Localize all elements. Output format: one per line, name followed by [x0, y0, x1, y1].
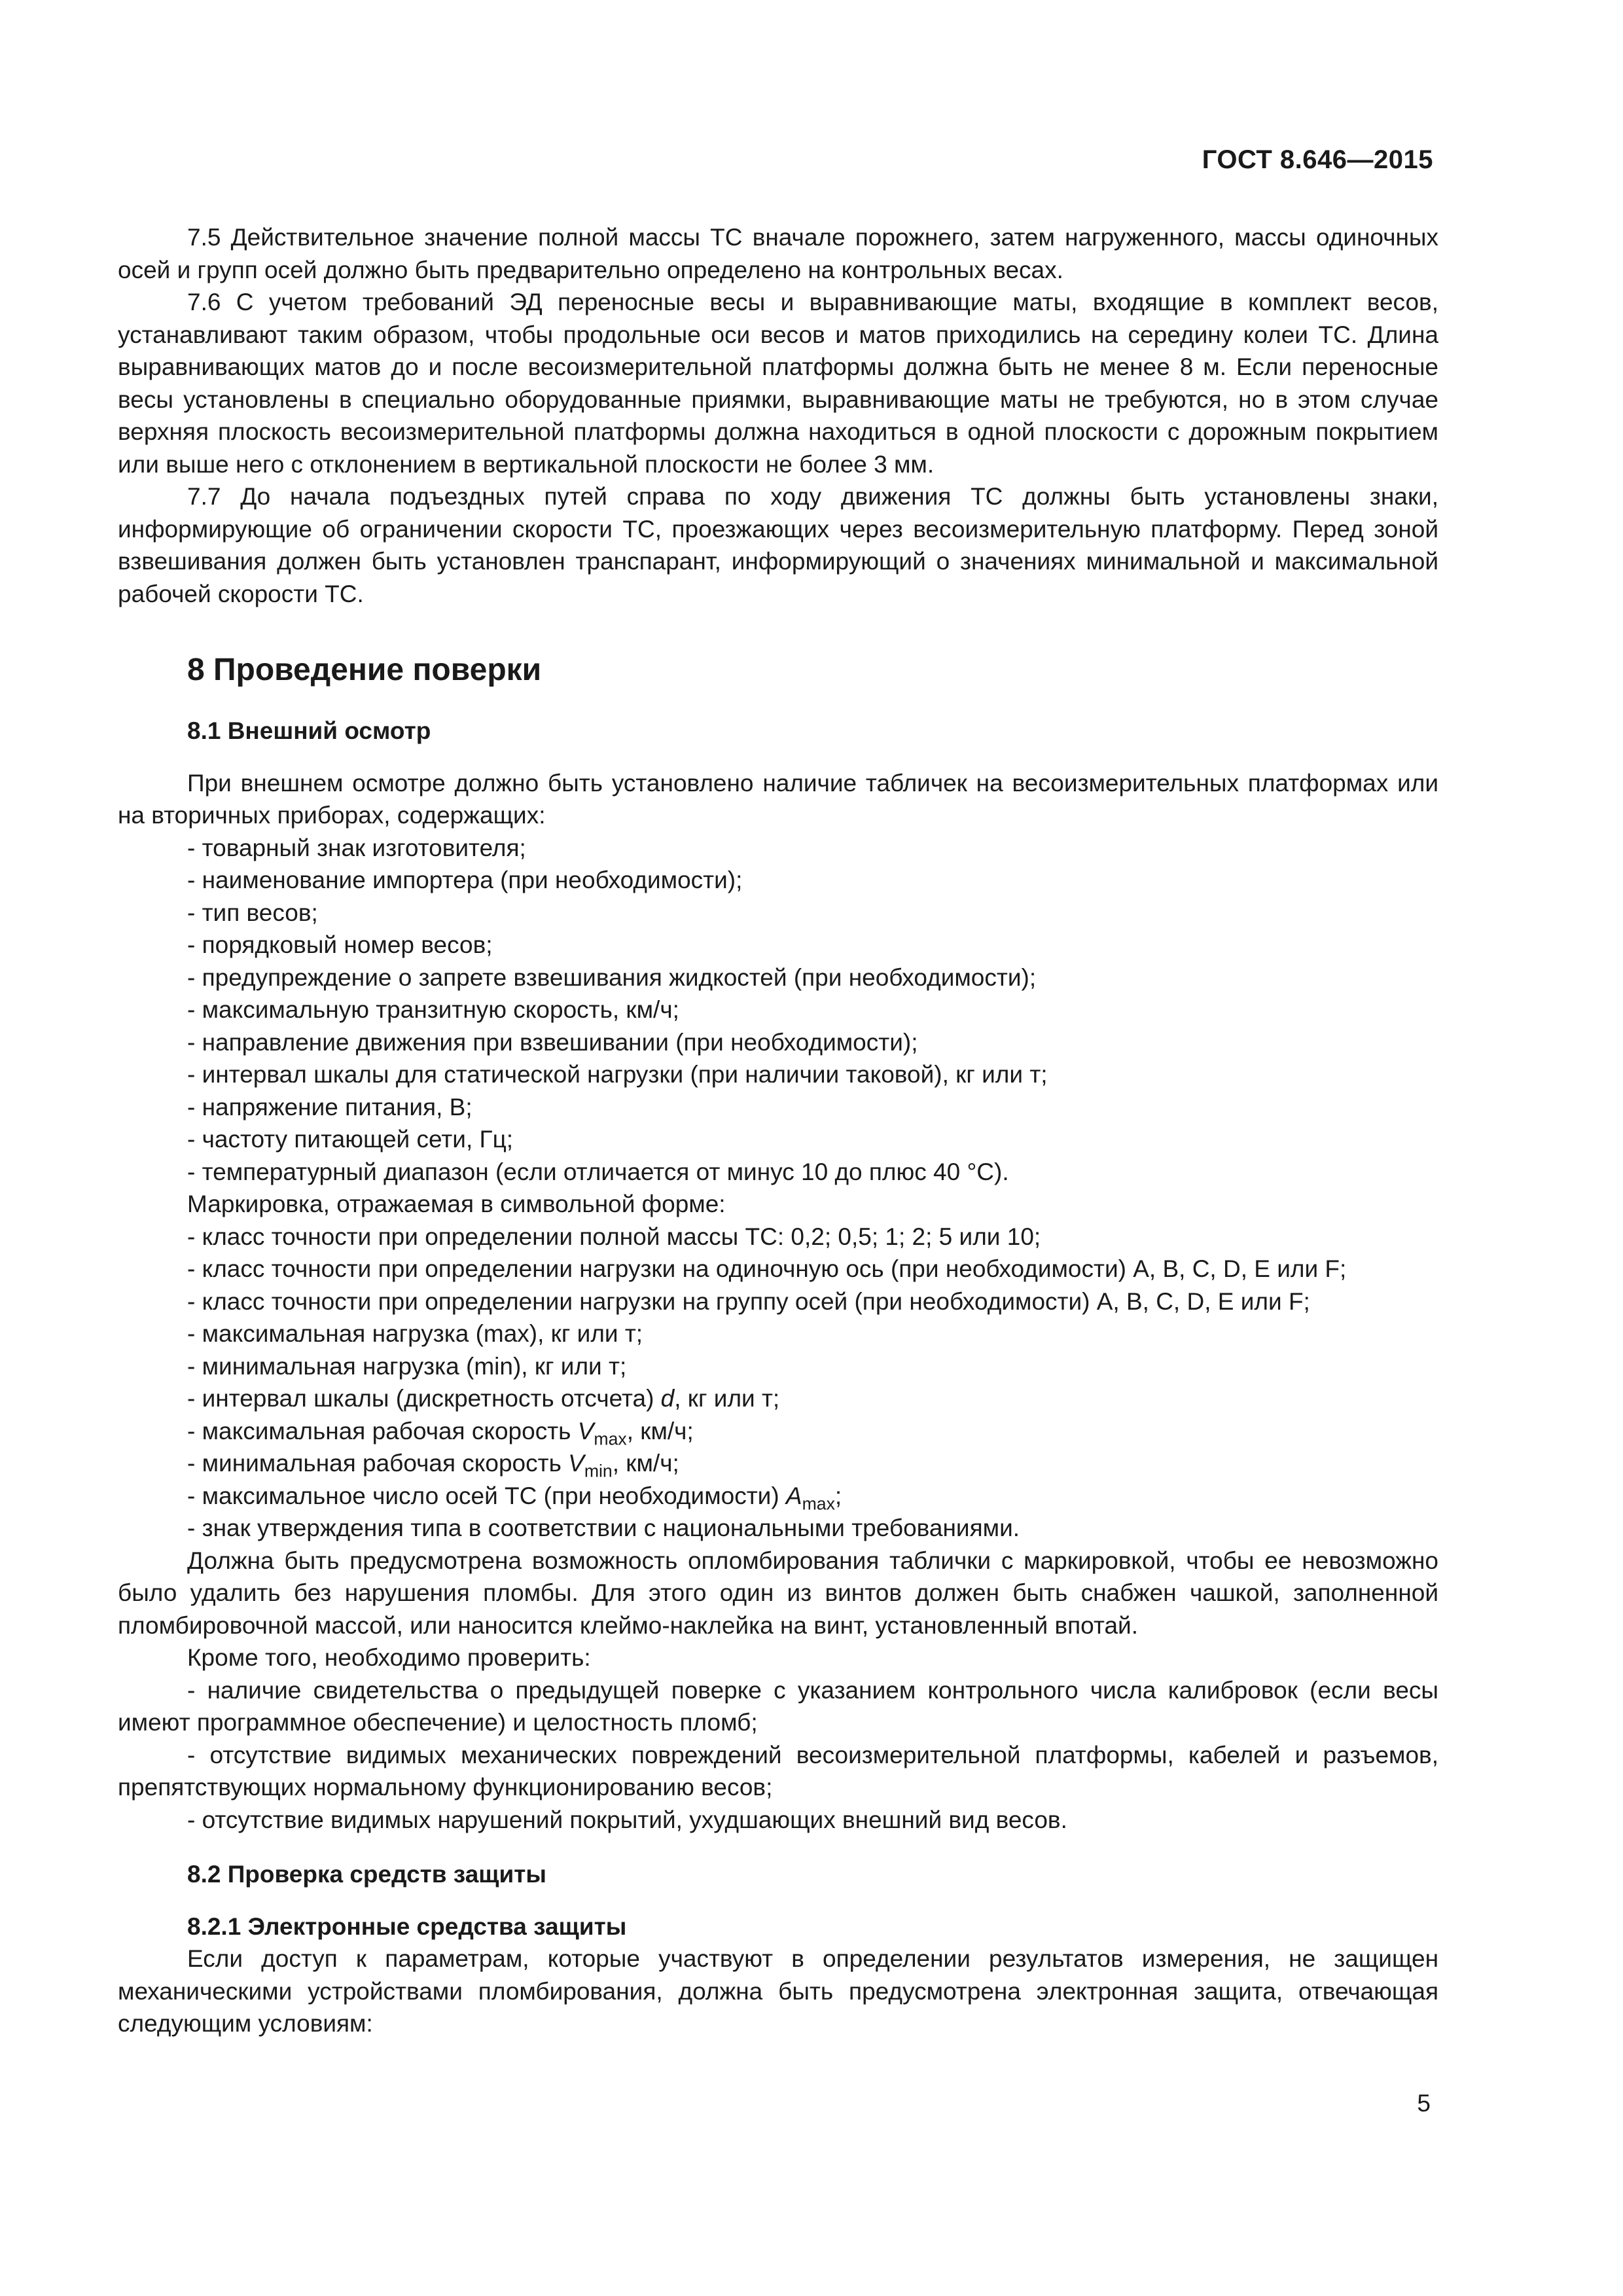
variable-v: V	[568, 1450, 584, 1477]
list-item-amax	[118, 1480, 1438, 1513]
variable-a: A	[785, 1482, 802, 1509]
list-item: - класс точности при определении нагрузки на одиночную ось (при необходимости) А, В, С, D, Е или F;	[187, 1255, 1347, 1282]
list-item: - частоту питающей сети, Гц;	[187, 1126, 514, 1153]
variable-d: d	[660, 1385, 675, 1412]
item-text: - интервал шкалы (дискретность отсчета)	[187, 1385, 661, 1412]
document-id-header: ГОСТ 8.646—2015	[1202, 145, 1433, 174]
list-item: - класс точности при определении полной массы ТС: 0,2; 0,5; 1; 2; 5 или 10;	[187, 1223, 1041, 1250]
list-item-vmin	[118, 1447, 1438, 1480]
list-item: - максимальную транзитную скорость, км/ч;	[187, 996, 679, 1023]
item-text: - минимальная рабочая скорость	[187, 1450, 569, 1477]
item-text: , кг или т;	[674, 1385, 780, 1412]
list-item-vmax	[118, 1415, 1438, 1448]
item-text: ;	[834, 1482, 842, 1509]
paragraph-7-5: 7.5 Действительное значение полной массы ТС вначале порожнего, затем нагруженного, массы одиночных осей и групп осей должно быть предварительно определено на контрольных весах.	[118, 224, 1438, 283]
list-item-scale-interval	[118, 1382, 1438, 1415]
list-item: - знак утверждения типа в соответствии с национальными требованиями.	[187, 1515, 1020, 1541]
list-item: - интервал шкалы для статической нагрузки (при наличии таковой), кг или т;	[187, 1061, 1048, 1088]
paragraph-8-2-1: Если доступ к параметрам, которые участвуют в определении результатов измерения, не защищен механическими устройствами пломбирования, должна быть предусмотрена электронная защита, отвечающая следующим условиям:	[118, 1945, 1438, 2037]
item-text: - максимальная рабочая скорость	[187, 1417, 578, 1444]
paragraph-7-6: 7.6 С учетом требований ЭД переносные весы и выравнивающие маты, входящие в комплект весов, устанавливают таким образом, чтобы продольные оси весов и матов приходились на середину колеи ТС. Длина выравнивающих матов до и после весоизмерительной платформы должна быть не менее 8 м. Если переносные весы установлены в специально оборудованные приямки, выравнивающие маты не требуются, но в этом случае верхняя плоскость весоизмерительной платформы должна находиться в одной плоскости с дорожным покрытием или выше него с отклонением в вертикальной плоскости не более 3 мм.	[118, 289, 1438, 478]
list-item: - предупреждение о запрете взвешивания жидкостей (при необходимости);	[187, 963, 1037, 991]
list-item: - наличие свидетельства о предыдущей поверке с указанием контрольного числа калибровок (если весы имеют программное обеспечение) и целостность пломб;	[118, 1676, 1438, 1736]
item-text: - максимальное число осей ТС (при необходимости)	[187, 1482, 786, 1509]
list-item: - направление движения при взвешивании (при необходимости);	[187, 1028, 918, 1056]
list-item: - отсутствие видимых механических повреждений весоизмерительной платформы, кабелей и разъемов, препятствующих нормальному функционированию весов;	[118, 1741, 1438, 1801]
marking-intro: Маркировка, отражаемая в символьной форме:	[187, 1191, 726, 1217]
paragraph-8-1-intro: При внешнем осмотре должно быть установлено наличие табличек на весоизмерительных платформах или на вторичных приборах, содержащих:	[118, 769, 1438, 829]
subscript-max: max	[594, 1429, 627, 1449]
list-item: - напряжение питания, В;	[187, 1093, 473, 1121]
section-8-2-heading: 8.2 Проверка средств защиты	[187, 1861, 546, 1888]
list-item: - товарный знак изготовителя;	[187, 834, 526, 861]
list-item: - класс точности при определении нагрузки на группу осей (при необходимости) А, В, С, D, Е или F;	[187, 1287, 1310, 1315]
paragraph-sealing: Должна быть предусмотрена возможность опломбирования таблички с маркировкой, чтобы ее невозможно было удалить без нарушения пломбы. Для этого один из винтов должен быть снабжен чашкой, заполненной пломбировочной массой, или наносится клеймо-наклейка на винт, установленный впотай.	[118, 1547, 1438, 1639]
document-body	[118, 221, 1438, 2040]
section-8-heading: 8 Проведение поверки	[187, 653, 542, 687]
section-8-2-1-heading: 8.2.1 Электронные средства защиты	[187, 1912, 627, 1940]
page-number: 5	[1417, 2090, 1431, 2117]
list-item: - отсутствие видимых нарушений покрытий, ухудшающих внешний вид весов.	[187, 1806, 1067, 1833]
section-8-1-heading: 8.1 Внешний осмотр	[187, 717, 431, 744]
list-item: - минимальная нагрузка (min), кг или т;	[187, 1352, 627, 1380]
paragraph-check-intro: Кроме того, необходимо проверить:	[187, 1644, 591, 1671]
item-text: , км/ч;	[626, 1417, 694, 1444]
list-item: - максимальная нагрузка (max), кг или т;	[187, 1320, 643, 1347]
subscript-max: max	[802, 1494, 835, 1514]
list-item: - тип весов;	[187, 899, 318, 926]
item-text: , км/ч;	[612, 1450, 679, 1477]
list-item: - наименование импортера (при необходимости);	[187, 867, 743, 893]
list-item: - температурный диапазон (если отличается от минус 10 до плюс 40 °С).	[187, 1158, 1009, 1185]
list-item: - порядковый номер весов;	[187, 931, 493, 958]
subscript-min: min	[584, 1461, 613, 1481]
paragraph-7-7: 7.7 До начала подъездных путей справа по ходу движения ТС должны быть установлены знаки, информирующие об ограничении скорости ТС, проезжающих через весоизмерительную платформу. Перед зоной взвешивания должен быть установлен транспарант, информирующий о значениях минимальной и максимальной рабочей скорости ТС.	[118, 483, 1438, 607]
variable-v: V	[577, 1417, 594, 1444]
